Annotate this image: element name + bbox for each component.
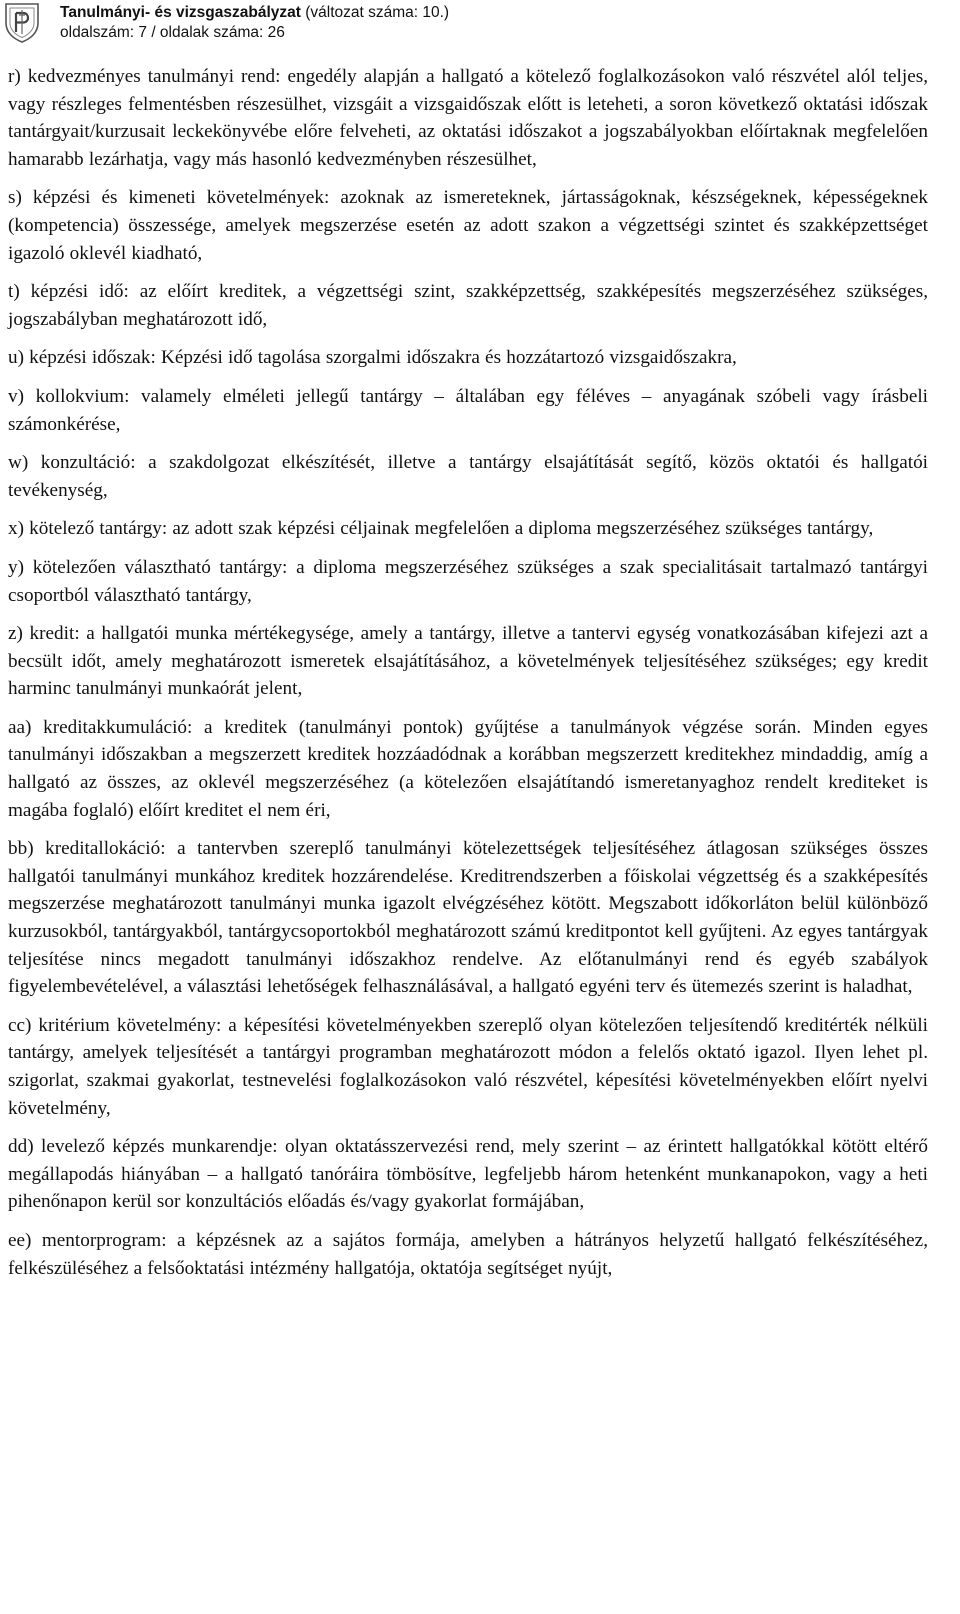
definition-s: s) képzési és kimeneti követelmények: azoknak az ismereteknek, jártasságoknak, készségeknek, képességeknek (kompetencia) összessége, amelyek megszerzése esetén az adott szakon a végzettségi szintet és szakképzettséget igazoló oklevél kiadható, bbox=[8, 187, 928, 264]
definition-aa: aa) kreditakkumuláció: a kreditek (tanulmányi pontok) gyűjtése a tanulmányok végzése során. Minden egyes tanulmányi időszakban a megszerzett kreditek hozzáadódnak a korábban megszerzett kreditekhez mindaddig, amíg a hallgató az összes, az oklevél megszerzéséhez (a kötelezően elsajátítandó ismeretanyaghoz rendelt krediteket is magába foglaló) előírt kreditet el nem éri, bbox=[8, 716, 928, 821]
document-title: Tanulmányi- és vizsgaszabályzat bbox=[60, 4, 301, 21]
page-number-info: oldalszám: 7 / oldalak száma: 26 bbox=[60, 24, 285, 41]
definition-z: z) kredit: a hallgatói munka mértékegysége, amely a tantárgy, illetve a tantervi egység vonatkozásában kifejezi azt a becsült időt, amely meghatározott ismeretek elsajátításához, a követelmények teljesítéséhez szükséges; egy kredit harminc tanulmányi munkaórát jelent, bbox=[8, 623, 928, 700]
definition-x: x) kötelező tantárgy: az adott szak képzési céljainak megfelelően a diploma megszerzéséhez szükséges tantárgy, bbox=[8, 518, 874, 540]
definition-w: w) konzultáció: a szakdolgozat elkészítését, illetve a tantárgy elsajátítását segítő, közös oktatói és hallgatói tevékenység, bbox=[8, 452, 928, 501]
definition-ee: ee) mentorprogram: a képzésnek az a sajátos formája, amelyben a hátrányos helyzetű hallgató felkészítéséhez, felkészüléséhez a felsőoktatási intézmény hallgatója, oktatója segítséget nyújt, bbox=[8, 1229, 928, 1279]
definition-dd: dd) levelező képzés munkarendje: olyan oktatásszervezési rend, mely szerint – az érintett hallgatókkal kötött eltérő megállapodás hiányában – a hallgató tanóráira tömbösítve, legfeljebb három hetenként munkanapokon, vagy a heti pihenőnapon kerül sor konzultációs előadás és/vagy gyakorlat formájában, bbox=[8, 1136, 928, 1213]
document-version: (változat száma: 10.) bbox=[305, 4, 450, 21]
definition-v: v) kollokvium: valamely elméleti jellegű tantárgy – általában egy féléves – anyagának szóbeli vagy írásbeli számonkérése, bbox=[8, 385, 928, 435]
definition-bb: bb) kreditallokáció: a tantervben szereplő tanulmányi kötelezettségek teljesítéséhez átlagosan szükséges összes hallgatói tanulmányi munkához kreditek hozzárendelése. Kreditrendszerben a főiskolai végzettség és a szakképesítés megszerzése meghatározott tanulmányi munka igazolt elvégzéséhez kötött. Megszabott időkorláton belül különböző kurzusokból, tantárgyakból, tantárgycsoportokból meghatározott számú kreditpontot kell gyűjteni. Az egyes tantárgyak teljesítése nincs megadott tanulmányi időszakhoz rendelve. Az előtanulmányi rend és egyéb szabályok figyelembevételével, a választási lehetőségek felhasználásával, a hallgató egyéni terv és ütemezés szerint is haladhat, bbox=[8, 838, 928, 998]
definition-u: u) képzési időszak: Képzési idő tagolása szorgalmi időszakra és hozzátartozó vizsgaidőszakra, bbox=[8, 347, 737, 369]
definition-y: y) kötelezően választható tantárgy: a diploma megszerzéséhez szükséges a szak specialitásait tartalmazó tantárgyi csoportból választható tantárgy, bbox=[8, 556, 928, 606]
document-body bbox=[8, 63, 928, 1293]
definition-r: r) kedvezményes tanulmányi rend: engedély alapján a hallgató a kötelező foglalkozásokon való részvétel alól teljes, vagy részleges felmentésben részesülhet, vizsgáit a vizsgaidőszak előtt is leteheti, a soron következő oktatási időszak tantárgyait/kurzusait leckekönyvébe előre felveheti, az oktatási időszakot a jogszabályokban előírtaknak megfelelően hamarabb lezárhatja, vagy más hasonló kedvezményben részesülhet, bbox=[8, 66, 928, 170]
definition-t: t) képzési idő: az előírt kreditek, a végzettségi szint, szakképzettség, szakképesítés megszerzéséhez szükséges, jogszabályban meghatározott idő, bbox=[8, 281, 928, 330]
institution-logo-icon bbox=[2, 1, 42, 43]
page-header bbox=[0, 0, 960, 50]
definition-cc: cc) kritérium követelmény: a képesítési követelményekben szereplő olyan kötelezően teljesítendő kreditérték nélküli tantárgy, amelyek teljesítését a tantárgyi programban meghatározott módon a felelős oktató igazol. Ilyen lehet pl. szigorlat, szakmai gyakorlat, testnevelési foglalkozásokon való részvétel, képesítési követelményekben előírt nyelvi követelmény, bbox=[8, 1014, 928, 1119]
